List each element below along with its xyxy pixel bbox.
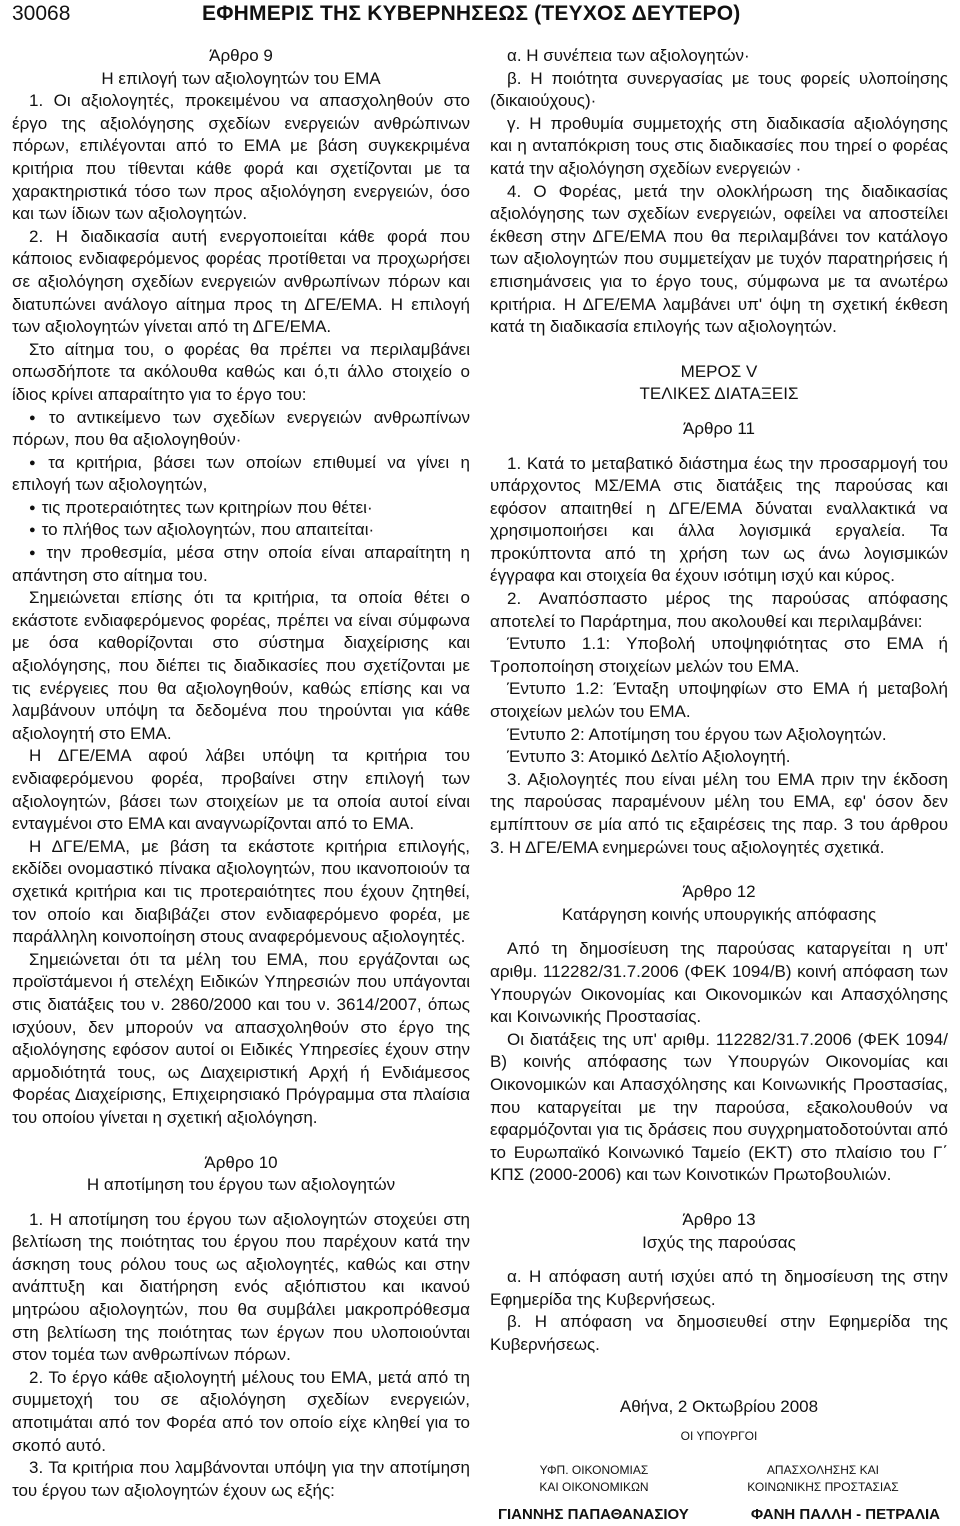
article-13-subtitle: Ισχύς της παρούσας (642, 1232, 796, 1252)
paragraph: Στο αίτημα του, ο φορέας θα πρέπει να περιλαμβάνει οπωσδήποτε τα ακόλουθα καθώς και ό,τι άλλο στοιχείο ο ίδιος κρίνει απαραίτητο για το έργο του: (12, 339, 470, 404)
form-item: Έντυπο 1.1: Υποβολή υποψηφιότητας στο ΕΜΑ ή Τροποποίηση στοιχείων μελών του ΕΜΑ. (490, 634, 948, 676)
article-12-heading: Άρθρο 12 (682, 882, 756, 902)
paragraph: Η ΔΓΕ/ΕΜΑ, με βάση τα εκάστοτε κριτήρια επιλογής, εκδίδει ονομαστικό πίνακα αξιολογητών, που ικανοποιούν τα σχετικά κριτήρια και τις προτεραιότητες που έχουν ζητηθεί, τον οποίο και διαβιβάζει στον ενδιαφερόμενο φορέα, με παράλληλη κοινοποίηση στους αναφερόμενους αξιολογητές. (12, 836, 470, 947)
paragraph: Σημειώνεται επίσης ότι τα κριτήρια, τα οποία θέτει ο εκάστοτε ενδιαφερόμενος φορέας, πρέπει να είναι σύμφωνα με όσα καθορίζονται στο σύστημα διαχείρισης και αξιολόγησης, που διέπει τις διαδικασίες που σχετίζονται με τις ενέργειες που θα αξιολογηθούν, καθώς επίσης και να λαμβάνουν υπόψη τα δεδομένα που τηρούνται για κάθε αξιολογητή στο ΕΜΑ. (12, 588, 470, 743)
ministers-label: ΟΙ ΥΠΟΥΡΓΟΙ (680, 1429, 758, 1444)
signatory-1: ΓΙΑΝΝΗΣ ΠΑΠΑΘΑΝΑΣΙΟΥ (498, 1505, 689, 1523)
paragraph: Οι διατάξεις της υπ' αριθμ. 112282/31.7.2006 (ΦΕΚ 1094/Β) κοινής απόφασης των Υπουργών Οικονομίας και Οικονομικών και Απασχόλησης και Κοινωνικής Προστασίας, που καταργείται με την παρούσα, εξακολουθούν να εφαρμόζονται για τις δράσεις που συγχρηματοδοτούνται από το Ευρωπαϊκό Κοινωνικό Ταμείο (ΕΚΤ) στο πλαίσιο του Γ΄ ΚΠΣ (2000-2006) και των Κοινοτικών Πρωτοβουλιών. (490, 1029, 948, 1185)
part-heading: ΜΕΡΟΣ V (680, 361, 758, 381)
article-12-subtitle: Κατάργηση κοινής υπουργικής απόφασης (561, 904, 877, 924)
article-9-subtitle: Η επιλογή των αξιολογητών του ΕΜΑ (101, 68, 381, 88)
page-number: 30068 (12, 2, 71, 25)
paragraph: β. Η απόφαση να δημοσιευθεί στην Εφημερίδα της Κυβερνήσεως. (490, 1312, 948, 1354)
form-item: Έντυπο 3: Ατομικό Δελτίο Αξιολογητή. (507, 747, 791, 767)
paragraph: 3. Αξιολογητές που είναι μέλη του ΕΜΑ πριν την έκδοση της παρούσας παραμένουν μέλη του ΕΜΑ, εφ' όσον δεν εμπίπτουν σε μία από τις εξαιρέσεις της παρ. 3 του άρθρου 3. Η ΔΓΕ/ΕΜΑ ενημερώνει τους αξιολογητές σχετικά. (490, 769, 948, 857)
form-item: Έντυπο 1.2: Ένταξη υποψηφίων στο ΕΜΑ ή μεταβολή στοιχείων μελών του ΕΜΑ. (490, 679, 948, 722)
paragraph: 3. Τα κριτήρια που λαμβάνονται υπόψη για την αποτίμηση του έργου των αξιολογητών έχουν ως εξής: (12, 1458, 470, 1500)
article-10-subtitle: Η αποτίμηση του έργου των αξιολογητών (86, 1175, 396, 1195)
page-header (12, 0, 948, 34)
article-11-heading: Άρθρο 11 (683, 418, 755, 438)
bullet-item: ● τα κριτήρια, βάσει των οποίων επιθυμεί να γίνει η επιλογή των αξιολογητών, (12, 452, 470, 497)
paragraph: Σημειώνεται ότι τα μέλη του ΕΜΑ, που εργάζονται ως προϊστάμενοι ή στελέχη Ειδικών Υπηρεσιών που υπάγονται στις διατάξεις του ν. 2860/2000 και του ν. 3614/2007, όπως ισχύουν, δεν μπορούν να απασχοληθούν στο έργο της αξιολόγησης εφόσον αυτοί οι Ειδικές Υπηρεσίες έχουν στην αρμοδιότητά τους, ως Διαχειριστική Αρχή ή Ενδιάμεσος Φορέας Διαχείρισης, Επιχειρησιακό Πρόγραμμα στα πλαίσια του οποίου γίνεται η σχετική αξιολόγηση. (12, 949, 470, 1127)
article-13-heading: Άρθρο 13 (682, 1209, 756, 1229)
minister-title-2: ΑΠΑΣΧΟΛΗΣΗΣ ΚΑΙ ΚΟΙΝΩΝΙΚΗΣ ΠΡΟΣΤΑΣΙΑΣ (747, 1462, 899, 1494)
criterion-item: γ. Η προθυμία συμμετοχής στη διαδικασία αξιολόγησης και η ανταπόκριση τους στις διαδικασίες που τηρεί ο φορέας κατά την αξιολόγηση σχεδίων ενεργειών · (490, 113, 948, 178)
paragraph: 1. Οι αξιολογητές, προκειμένου να απασχοληθούν στο έργο της αξιολόγησης σχεδίων ενεργειών ανθρώπινων πόρων, επιλέγονται από το ΕΜΑ με βάση συγκεκριμένα κριτήρια που τίθενται κάθε φορά και σχετίζονται με τα χαρακτηριστικά τόσο των προς αξιολόγηση ενεργειών, όσο και των ίδιων των αξιολογητών. (12, 91, 470, 224)
bullet-item: ● το αντικείμενο των σχεδίων ενεργειών ανθρωπίνων πόρων, που θα αξιολογηθούν· (12, 407, 470, 452)
signatories (490, 1504, 948, 1526)
paragraph: 2. Η διαδικασία αυτή ενεργοποιείται κάθε φορά που κάποιος ενδιαφερόμενος φορέας προτίθεται να προχωρήσει σε αξιολόγηση σχεδίων ενεργειών ανθρωπίνων πόρων και διατυπώνει ανάλογο αίτημα προς τη ΔΓΕ/ΕΜΑ. Η επιλογή των αξιολογητών γίνεται από τη ΔΓΕ/ΕΜΑ. (12, 226, 470, 337)
gazette-title: ΕΦΗΜΕΡΙΣ ΤΗΣ ΚΥΒΕΡΝΗΣΕΩΣ (ΤΕΥΧΟΣ ΔΕΥΤΕΡΟ) (202, 2, 741, 25)
paragraph: 1. Η αποτίμηση του έργου των αξιολογητών στοχεύει στη βελτίωση της ποιότητας του έργου που παρέχουν κατά την άσκηση τους ρόλου τους ως αξιολογητές, καθώς και στην ανάπτυξη και διατήρηση ενός αξιόπιστου και ικανού μητρώου αξιολογητών, που θα συμβάλει μακροπρόθεσμα στη βελτίωση της ποιότητας των έργων που υλοποιούνται στον τομέα των ανθρωπίνων πόρων. (12, 1209, 470, 1365)
paragraph: 2. Αναπόσπαστο μέρος της παρούσας απόφασης αποτελεί το Παράρτημα, που ακολουθεί και περιλαμβάνει: (490, 589, 948, 631)
paragraph: Από τη δημοσίευση της παρούσας καταργείται η υπ' αριθμ. 112282/31.7.2006 (ΦΕΚ 1094/Β) κοινή απόφαση των Υπουργών Οικονομίας και Οικονομικών και Απασχόλησης και Κοινωνικής Προστασίας. (490, 939, 948, 1027)
bullet-item: ● την προθεσμία, μέσα στην οποία είναι απαραίτητη η απάντηση στο αίτημα του. (12, 542, 470, 587)
paragraph: 2. Το έργο κάθε αξιολογητή μέλους του ΕΜΑ, μετά από τη συμμετοχή του σε αξιολόγηση σχεδίων ενεργειών, αποτιμάται από τον Φορέα από τον οποίο είχε κληθεί για το σκοπό αυτό. (12, 1367, 470, 1455)
article-10-heading: Άρθρο 10 (204, 1152, 278, 1172)
signing-date: Αθήνα, 2 Οκτωβρίου 2008 (619, 1397, 819, 1417)
criterion-item: α. Η συνέπεια των αξιολογητών· (507, 46, 750, 65)
paragraph: α. Η απόφαση αυτή ισχύει από τη δημοσίευση της στην Εφημερίδα της Κυβερνήσεως. (490, 1267, 948, 1309)
form-item: Έντυπο 2: Αποτίμηση του έργου των Αξιολογητών. (507, 724, 887, 744)
minister-title-1: ΥΦΠ. ΟΙΚΟΝΟΜΙΑΣ ΚΑΙ ΟΙΚΟΝΟΜΙΚΩΝ (539, 1462, 649, 1494)
minister-titles (490, 1462, 948, 1496)
bullet-item: ● τις προτεραιότητες των κριτηρίων που θέτει· (12, 497, 470, 520)
left-column (12, 45, 470, 1502)
paragraph: 4. Ο Φορέας, μετά την ολοκλήρωση της διαδικασίας αξιολόγησης των σχεδίων ενεργειών, οφείλει να αποστείλει έκθεση στην ΔΓΕ/ΕΜΑ που θα περιλαμβάνει τον κατάλογο των αξιολογητών που συμμετείχαν με τυχόν παρατηρήσεις ή επισημάνσεις για το έργο τους, σύμφωνα με τα ανωτέρω κριτήρια. Η ΔΓΕ/ΕΜΑ λαμβάνει υπ' όψη τη σχετική έκθεση κατά τη διαδικασία επιλογής των αξιολογητών. (490, 181, 948, 337)
right-column (490, 45, 948, 1526)
signatory-2: ΦΑΝΗ ΠΑΛΛΗ - ΠΕΤΡΑΛΙΑ (750, 1505, 940, 1523)
part-subtitle: ΤΕΛΙΚΕΣ ΔΙΑΤΑΞΕΙΣ (639, 384, 799, 404)
paragraph: Η ΔΓΕ/ΕΜΑ αφού λάβει υπόψη τα κριτήρια του ενδιαφερόμενου φορέα, προβαίνει στην επιλογή των αξιολογητών, βάσει των στοιχείων με τα οποία αυτοί είναι ενταγμένοι στο ΕΜΑ και αναγνωρίζονται από το ΕΜΑ. (12, 746, 470, 834)
paragraph: 1. Κατά το μεταβατικό διάστημα έως την προσαρμογή του υπάρχοντος ΜΣ/ΕΜΑ στις διατάξεις της παρούσας και εφόσον απαιτηθεί η ΔΓΕ/ΕΜΑ δύναται εναλλακτικά να χρησιμοποιήσει και άλλα λογισμικά εργαλεία. Τα προκύπτοντα από τη χρήση των ως άνω λογισμικών έγγραφα και στοιχεία θα έχουν ισότιμη ισχύ και κύρος. (490, 453, 948, 586)
article-9-heading: Άρθρο 9 (209, 46, 273, 65)
criterion-item: β. Η ποιότητα συνεργασίας με τους φορείς υλοποίησης (δικαιούχους)· (490, 68, 948, 111)
bullet-item: ● το πλήθος των αξιολογητών, που απαιτείται· (12, 519, 470, 542)
